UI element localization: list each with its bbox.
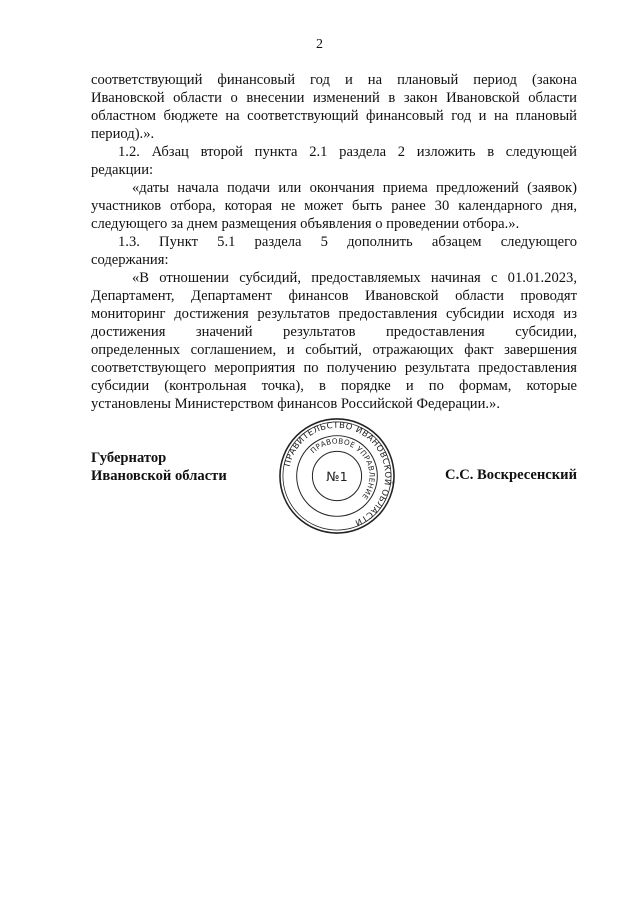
seal-inner-text: ПРАВОВОЕ УПРАВЛЕНИЕ bbox=[308, 436, 377, 502]
page-number: 2 bbox=[316, 37, 323, 52]
text-line: Департамент, Департамент финансов Ивановской области проводят bbox=[91, 288, 577, 304]
signer-title: Ивановской области bbox=[91, 468, 227, 484]
text-line: редакции: bbox=[91, 162, 154, 178]
text-line: 1.3. Пункт 5.1 раздела 5 дополнить абзацем следующего bbox=[118, 234, 577, 250]
text-line: определенных соглашением, и событий, отражающих факт завершения bbox=[91, 342, 577, 358]
text-line: период).». bbox=[91, 126, 155, 142]
official-seal bbox=[278, 417, 396, 535]
text-line: субсидии (контрольная точка), в порядке и по формам, которые bbox=[91, 378, 577, 394]
text-line: содержания: bbox=[91, 252, 169, 268]
signer-name: С.С. Воскресенский bbox=[445, 467, 577, 483]
text-line: 1.2. Абзац второй пункта 2.1 раздела 2 изложить в следующей bbox=[118, 144, 577, 160]
seal-ring-text: ПРАВИТЕЛЬСТВО ИВАНОВСКОЙ ОБЛАСТИ bbox=[281, 419, 394, 529]
text-line: участников отбора, которая не может быть ранее 30 календарного дня, bbox=[91, 198, 577, 214]
text-line: соответствующего мероприятия по получению результата предоставления bbox=[91, 360, 577, 376]
text-line: достижения значений результатов предоставления субсидии, bbox=[91, 324, 577, 340]
text-line: соответствующий финансовый год и на плановый период (закона bbox=[91, 72, 577, 88]
text-line: установлены Министерством финансов Российской Федерации.». bbox=[91, 396, 500, 412]
text-line: Ивановской области о внесении изменений в закон Ивановской области bbox=[91, 90, 577, 106]
text-line: мониторинг достижения результатов предоставления субсидии исходя из bbox=[91, 306, 577, 322]
text-line: следующего за днем размещения объявления о проведении отбора.». bbox=[91, 216, 520, 232]
text-line: областном бюджете на соответствующий финансовый год и на плановый bbox=[91, 108, 577, 124]
seal-number: №1 bbox=[326, 469, 348, 485]
text-line: «даты начала подачи или окончания приема предложений (заявок) bbox=[132, 180, 577, 196]
signer-title: Губернатор bbox=[91, 450, 167, 466]
text-line: «В отношении субсидий, предоставляемых начиная с 01.01.2023, bbox=[132, 270, 577, 286]
